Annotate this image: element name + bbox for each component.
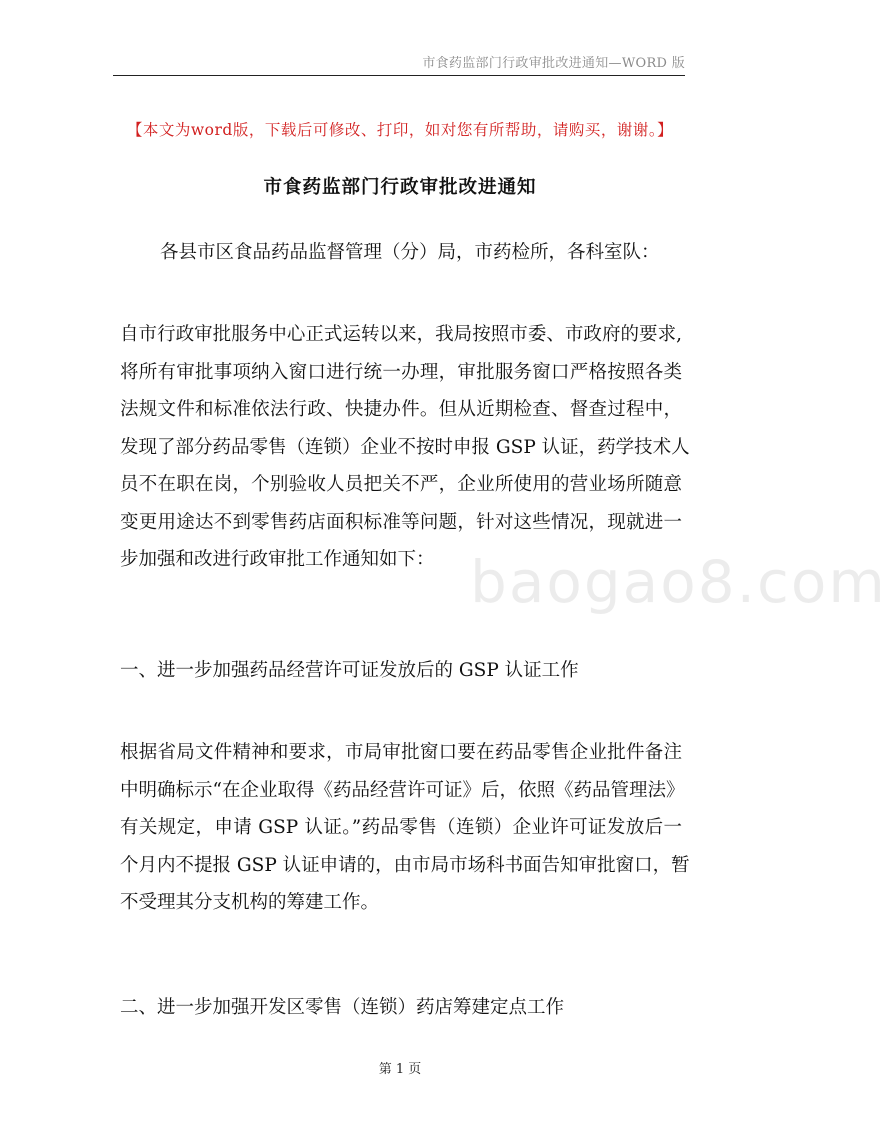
paragraph-line: 员不在职在岗，个别验收人员把关不严，企业所使用的营业场所随意 <box>120 474 682 495</box>
paragraph-line: 不受理其分支机构的筹建工作。 <box>120 892 380 913</box>
paragraph-line: 发现了部分药品零售（连锁）企业不按时申报 GSP 认证，药学技术人 <box>120 436 690 458</box>
paragraph-line: 自市行政审批服务中心正式运转以来，我局按照市委、市政府的要求, <box>120 324 682 345</box>
header-divider <box>113 75 685 76</box>
page-number: 第 1 页 <box>378 1062 422 1077</box>
paragraph-gsp <box>120 734 690 922</box>
watermark: baogao8.com <box>470 548 887 616</box>
paragraph-line: 将所有审批事项纳入窗口进行统一办理，审批服务窗口严格按照各类 <box>120 361 682 383</box>
salutation: 各县市区食品药品监督管理（分）局，市药检所，各科室队： <box>160 242 660 263</box>
paragraph-line: 有关规定，申请 GSP 认证。”药品零售（连锁）企业许可证发放后一 <box>120 817 682 838</box>
section-heading-1: 一、进一步加强药品经营许可证发放后的 GSP 认证工作 <box>120 660 579 681</box>
paragraph-line: 步加强和改进行政审批工作通知如下： <box>120 549 435 570</box>
paragraph-line: 变更用途达不到零售药店面积标准等问题，针对这些情况，现就进一 <box>120 511 682 533</box>
download-notice: 【本文为word版，下载后可修改、打印，如对您有所帮助，请购买，谢谢。】 <box>126 121 674 139</box>
paragraph-line: 个月内不提报 GSP 认证申请的，由市局市场科书面告知审批窗口，暂 <box>120 854 690 876</box>
paragraph-line: 根据省局文件精神和要求，市局审批窗口要在药品零售企业批件备注 <box>120 742 682 763</box>
document-title: 市食药监部门行政审批改进通知 <box>263 177 537 198</box>
paragraph-line: 中明确标示“在企业取得《药品经营许可证》后，依照《药品管理法》 <box>120 779 685 801</box>
paragraph-line: 法规文件和标准依法行政、快捷办件。但从近期检查、督查过程中， <box>120 399 682 420</box>
paragraph-intro <box>120 316 690 579</box>
section-heading-2: 二、进一步加强开发区零售（连锁）药店筹建定点工作 <box>120 997 565 1018</box>
running-header: 市食药监部门行政审批改进通知—WORD 版 <box>422 56 685 71</box>
